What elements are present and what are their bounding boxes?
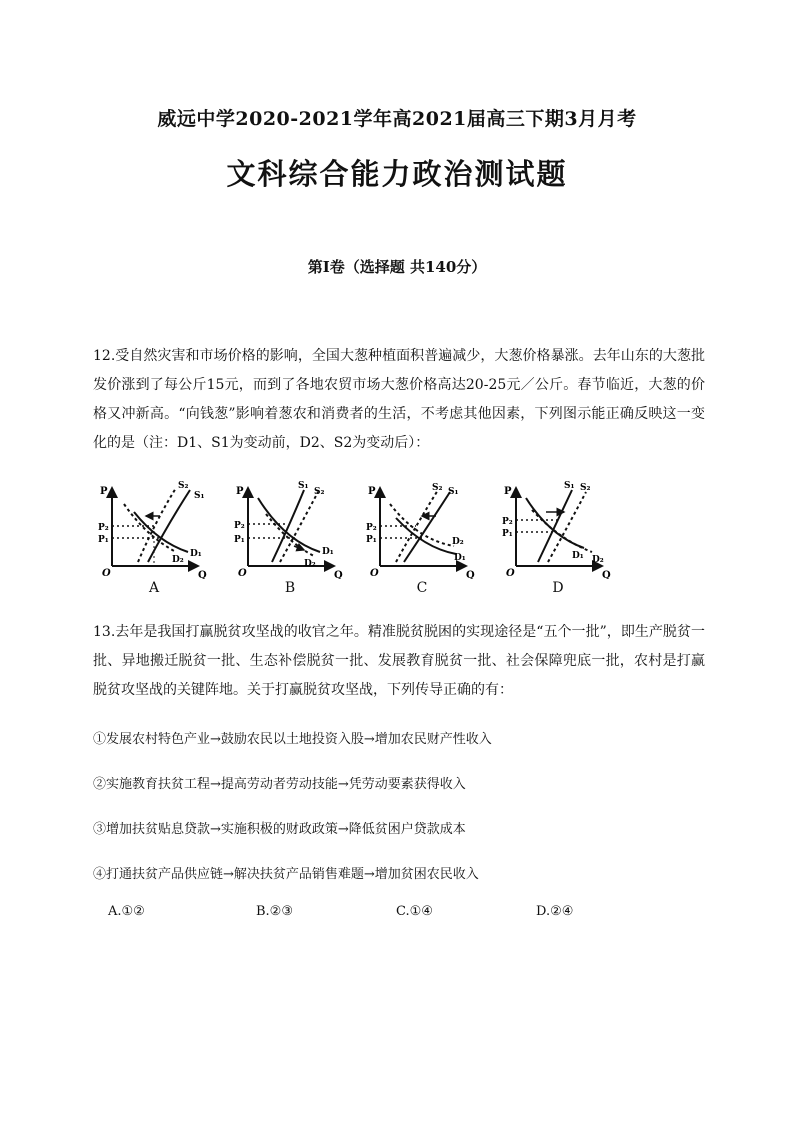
svg-text:D₁: D₁	[454, 553, 466, 563]
svg-text:P₁: P₁	[366, 535, 377, 545]
exam-header: 威远中学2020-2021学年高2021届高三下期3月月考	[157, 108, 637, 130]
graph-a-letter: A	[148, 580, 160, 596]
chain-item-3: ③增加扶贫贴息贷款→实施积极的财政政策→降低贫困户贷款成本	[93, 822, 466, 837]
svg-text:D₂: D₂	[592, 555, 604, 565]
svg-text:P₁: P₁	[98, 535, 109, 545]
graph-c-letter: C	[416, 580, 428, 596]
graph-a-plot	[98, 474, 210, 579]
question-12-graphs	[98, 474, 611, 604]
svg-text:P: P	[236, 486, 244, 497]
graph-b-letter: B	[284, 580, 296, 596]
option-c[interactable]: C.①④	[396, 904, 433, 919]
graph-d-letter: D	[552, 580, 564, 596]
chain-item-1: ①发展农村特色产业→鼓励农民以土地投资入股→增加农民财产性收入	[93, 732, 492, 747]
page-title: 文科综合能力政治测试题	[226, 157, 568, 191]
svg-text:S₁: S₁	[448, 487, 459, 497]
svg-text:P₂: P₂	[234, 521, 245, 531]
svg-text:S₁: S₁	[564, 481, 575, 491]
option-a[interactable]: A.①②	[108, 904, 145, 919]
question-12-text: 12.受自然灾害和市场价格的影响，全国大葱种植面积普遍减少，大葱价格暴涨。去年山东的大葱批发价涨到了每公斤15元，而到了各地农贸市场大葱价格高达20-25元／公斤。春节临近，大葱的价格又冲新高。“向钱葱”影响着葱农和消费者的生活，不考虑其他因素，下列图示能正确反映这一变化的是（注：D1、S1为变动前，D2、S2为变动后）：	[93, 348, 705, 451]
graph-c	[366, 474, 478, 604]
answer-options	[108, 904, 668, 924]
svg-text:P₂: P₂	[366, 523, 377, 533]
svg-text:P₂: P₂	[502, 517, 513, 527]
svg-text:S₁: S₁	[298, 481, 309, 491]
svg-text:S₂: S₂	[432, 483, 443, 493]
svg-text:P: P	[100, 486, 108, 497]
option-d[interactable]: D.②④	[536, 904, 574, 919]
svg-text:Q: Q	[602, 570, 611, 579]
svg-text:D₂: D₂	[452, 537, 464, 547]
svg-text:Q: Q	[198, 570, 207, 579]
svg-text:D₂: D₂	[304, 559, 316, 569]
demand-curve-d1	[134, 512, 188, 552]
chain-item-4: ④打通扶贫产品供应链→解决扶贫产品销售难题→增加贫困农民收入	[93, 867, 479, 882]
graph-b-plot	[234, 474, 346, 579]
svg-text:P₁: P₁	[502, 529, 513, 539]
graph-d	[502, 474, 614, 604]
svg-text:O: O	[506, 568, 515, 579]
svg-text:O: O	[370, 568, 379, 579]
svg-text:D₁: D₁	[572, 551, 584, 561]
svg-text:S₂: S₂	[580, 483, 591, 493]
section-title: 第Ⅰ卷（选择题 共140分）	[307, 258, 487, 276]
option-b[interactable]: B.②③	[256, 904, 293, 919]
svg-text:D₁: D₁	[322, 547, 334, 557]
graph-a	[98, 474, 210, 604]
svg-text:P: P	[368, 486, 376, 497]
svg-text:P₂: P₂	[98, 523, 109, 533]
svg-text:D₁: D₁	[190, 549, 202, 559]
chain-item-2: ②实施教育扶贫工程→提高劳动者劳动技能→凭劳动要素获得收入	[93, 777, 466, 792]
svg-text:S₁: S₁	[194, 491, 205, 501]
graph-c-plot	[366, 474, 478, 579]
svg-text:S₂: S₂	[178, 481, 189, 491]
svg-text:D₂: D₂	[172, 555, 184, 565]
svg-text:S₂: S₂	[314, 487, 325, 497]
svg-text:Q: Q	[466, 570, 475, 579]
svg-text:O: O	[102, 568, 111, 579]
supply-curve-s2	[138, 488, 176, 562]
question-13-text: 13.去年是我国打赢脱贫攻坚战的收官之年。精准脱贫脱困的实现途径是“五个一批”，即生产脱贫一批、异地搬迁脱贫一批、生态补偿脱贫一批、发展教育脱贫一批、社会保障兜底一批，农村是打赢脱贫攻坚战的关键阵地。关于打赢脱贫攻坚战，下列传导正确的有：	[93, 624, 705, 698]
svg-text:O: O	[238, 568, 247, 579]
graph-b	[234, 474, 346, 604]
svg-text:P: P	[504, 486, 512, 497]
graph-d-plot	[502, 474, 614, 579]
svg-text:P₁: P₁	[234, 535, 245, 545]
svg-text:Q: Q	[334, 570, 343, 579]
